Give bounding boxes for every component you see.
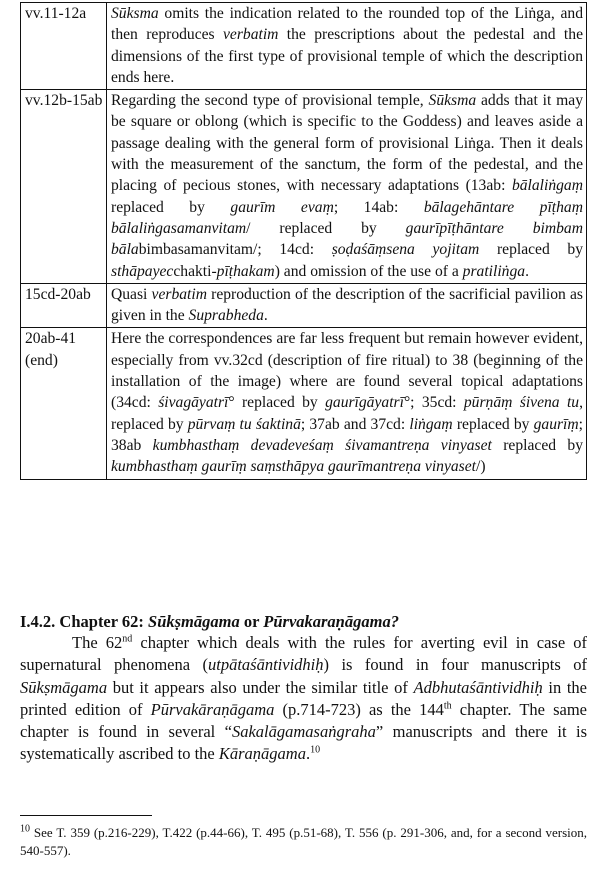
ordinal-suffix: nd (122, 633, 133, 645)
italic-text-run: gaurīpīṭhāntare bimbam bāla (111, 219, 583, 259)
text-run: ; 38ab (111, 415, 583, 454)
title-italic: Sūkṣmāgama (20, 677, 108, 697)
verse-reference-cell: vv.12b-15ab (21, 90, 107, 284)
heading-number: I.4.2. Chapter 62: (20, 612, 149, 631)
text-run: . (305, 744, 311, 764)
text-run: bimbasamanvitam/; 14cd: (138, 241, 332, 259)
text-run: replaced by (452, 415, 534, 433)
italic-text-run: śivagāyatrī (158, 394, 229, 412)
section-heading (20, 612, 587, 632)
description-cell (107, 90, 587, 284)
text-run: replaced by (479, 241, 584, 259)
italic-text-run: kumbhasthaṃ devadeveśaṃ śivamantreṇa vinyaset (152, 436, 492, 454)
text-run: replaced by (491, 436, 583, 454)
italic-text-run: gaurīm evaṃ (230, 198, 334, 216)
description-cell (107, 328, 587, 479)
italic-text-run: verbatim (223, 26, 279, 44)
comparison-table-body (21, 3, 587, 480)
text-run: (p.714-723) as the 144 (274, 699, 444, 719)
text-run: The 62 (72, 633, 123, 652)
text-run: chakti- (173, 262, 217, 280)
text-run: but it appears also under the similar title of (107, 677, 414, 697)
footnote (20, 824, 587, 860)
text-run: Here the correspondences are far less frequent but remain however evident, especially from vv.32cd (description of fire ritual) to 38 (beginning of the installation of the image) where are found several topical adaptations (34cd: (111, 330, 583, 412)
verse-reference-cell: 20ab-41 (end) (21, 328, 107, 479)
text-run: ; 37ab and 37cd: (300, 415, 410, 433)
italic-text-run: Sūksma (428, 92, 477, 110)
heading-or: or (239, 612, 264, 631)
text-run: reproduction of the description of the sacrificial pavilion as given in the (111, 285, 583, 325)
text-run: Quasi (111, 285, 152, 303)
text-run: ) and omission of the use of a (274, 262, 463, 280)
heading-title-purvakaranagama: Pūrvakaraṇāgama? (263, 612, 399, 631)
description-cell (107, 283, 587, 328)
text-run: , replaced by (111, 394, 583, 433)
term-italic: Adbhutaśāntividhiḥ (413, 677, 543, 697)
title-italic: Pūrvakāraṇāgama (150, 699, 275, 719)
footnote-mark: 10 (20, 823, 30, 835)
text-run: the prescriptions about the pedestal and the dimensions of the first type of provisional temple of which the description ends here. (111, 26, 583, 86)
italic-text-run: kumbhasthaṃ gaurīṃ saṃsthāpya gaurīmantreṇa vinyaset (111, 458, 476, 476)
italic-text-run: sthāpayec (111, 262, 174, 280)
text-run: Regarding the second type of provisional temple, (111, 92, 429, 110)
text-run: . (525, 262, 529, 280)
italic-text-run: gaurīṃ (533, 415, 579, 433)
text-run: ” manuscripts and there it is systematically ascribed to the (20, 722, 587, 764)
table-row (21, 90, 587, 284)
title-italic: Kāraṇāgama (218, 744, 306, 764)
text-run: /) (475, 458, 486, 476)
text-run: / replaced by (246, 219, 406, 237)
text-run: ° replaced by (228, 394, 326, 412)
italic-text-run: gaurīgāyatrī (325, 394, 404, 412)
text-run: ) is found in four manuscripts of (323, 655, 587, 675)
footnote-separator (20, 815, 152, 816)
ordinal-suffix: th (443, 700, 452, 712)
italic-text-run: liṅgaṃ (409, 415, 453, 433)
italic-text-run: Sūksma (111, 5, 159, 22)
text-run: chapter. The same chapter is found in several “ (20, 699, 587, 742)
table-row (21, 283, 587, 328)
title-italic: Sakalāgamasaṅgraha (231, 722, 376, 742)
text-run: in the printed edition of (20, 677, 587, 719)
text-run: adds that it may be square or oblong (which is specific to the Goddess) and leaves aside a passage dealing with the general form of provisional Liṅga. Then it deals with the measurement of the sanctum, the form of the pedestal, and the placing of pecious stones, with necessary adaptations (13ab: (111, 92, 584, 195)
description-cell (107, 3, 587, 90)
text-run: . (263, 307, 268, 325)
verse-reference-cell: vv.11-12a (21, 3, 107, 90)
italic-text-run: pūrvaṃ tu śaktinā (187, 415, 301, 433)
table-row (21, 328, 587, 479)
table-row (21, 3, 587, 90)
heading-title-sukshmagama: Sūkṣmāgama (148, 612, 240, 631)
italic-text-run: verbatim (151, 285, 207, 303)
italic-text-run: bālagehāntare pīṭhaṃ bālaliṅgasamanvitam (111, 198, 583, 237)
italic-text-run: pūrṇāṃ śivena tu (463, 394, 580, 412)
term-italic: utpātaśāntividhiḥ (208, 655, 324, 675)
italic-text-run: bālaliṅgaṃ (511, 177, 583, 195)
italic-text-run: ṣoḍaśāṃsena yojitam (331, 241, 480, 259)
text-run: replaced by (111, 198, 231, 216)
italic-text-run: Suprabheda (188, 307, 264, 325)
text-run: °; 35cd: (403, 394, 464, 412)
text-run: omits the indication related to the rounded top of the Liṅga, and then reproduces (111, 5, 583, 44)
body-paragraph (20, 632, 587, 766)
comparison-table (20, 2, 587, 480)
text-run: ; 14ab: (333, 198, 424, 216)
footnote-text: See T. 359 (p.216-229), T.422 (p.44-66), T. 495 (p.51-68), T. 556 (p. 291-306, and, for a second version, 540-557). (20, 825, 587, 858)
italic-text-run: pratiliṅga (462, 262, 526, 280)
text-run: chapter which deals with the rules for averting evil in case of supernatural phenomena ( (20, 633, 588, 675)
verse-reference-cell: 15cd-20ab (21, 283, 107, 328)
footnote-reference[interactable]: 10 (310, 744, 321, 756)
italic-text-run: pīṭhakam (216, 262, 275, 280)
